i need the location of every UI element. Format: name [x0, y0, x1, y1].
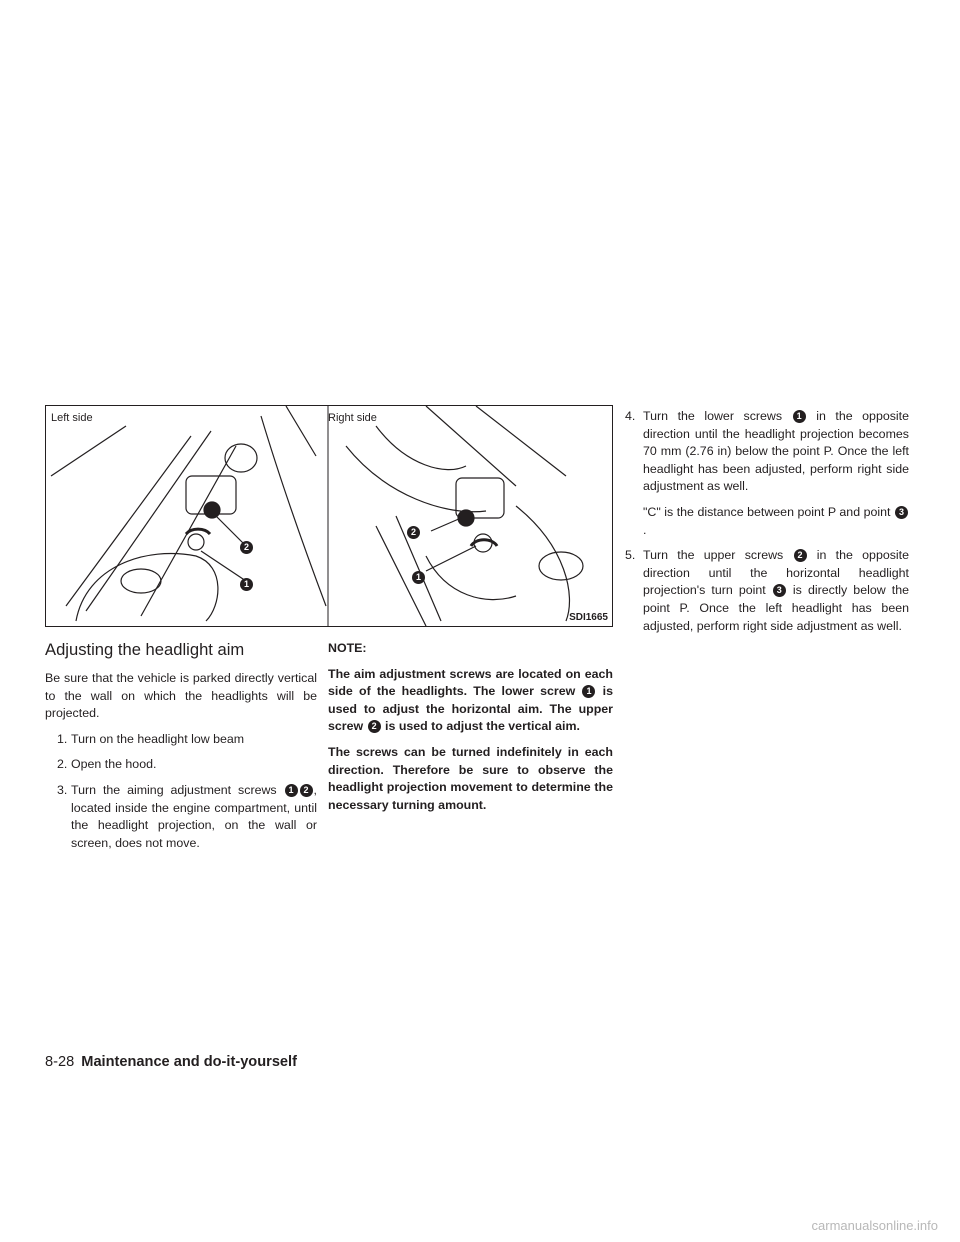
note-paragraph-1 [328, 666, 613, 736]
step-5-text-b: in the opposite direction until the horizontal headlight projection's turn point [643, 548, 910, 598]
step-4-text-b: in the opposite direction until the headlight projection becomes 70 mm (2.76 in) below the point P. Once the left headlight has been adjusted, perform right side adjustment as well. [643, 409, 910, 494]
figure-code: SDI1665 [569, 612, 608, 623]
marker-3: 3 [773, 584, 786, 597]
step-3-number: 3. [57, 782, 68, 797]
callout-1-right: 1 [412, 571, 425, 584]
step-1-text: Turn on the headlight low beam [71, 731, 245, 746]
headlight-aim-figure [45, 405, 613, 627]
step-5-number: 5. [625, 548, 636, 563]
note-p1-a: The aim adjustment screws are located on each side of the headlights. The lower screw [328, 666, 613, 699]
step-3 [45, 782, 317, 852]
middle-column [328, 640, 613, 822]
step-2-text: Open the hood. [71, 757, 157, 772]
watermark: carmanualsonline.info [811, 1218, 938, 1233]
callout-2-right: 2 [407, 526, 420, 539]
step-5-text-a: Turn the upper screws [643, 548, 784, 563]
step-2-number: 2. [57, 757, 68, 772]
page-number: 8-28 [45, 1054, 75, 1070]
step-1-number: 1. [57, 731, 68, 746]
right-column [625, 408, 909, 643]
step-5 [625, 547, 909, 635]
step-4-text-a: Turn the lower screws [643, 409, 783, 423]
c-note-text-b: . [643, 522, 647, 537]
note-paragraph-2: The screws can be turned indefinitely in each direction. Therefore be sure to observe the headlight projection movement to determine the necessary turning amount. [328, 744, 613, 812]
marker-1: 1 [582, 685, 595, 698]
marker-1: 1 [285, 784, 298, 797]
left-column [45, 640, 317, 860]
step-4 [625, 408, 909, 496]
left-side-label: Left side [51, 412, 93, 424]
step-1 [45, 731, 317, 749]
marker-3: 3 [895, 506, 908, 519]
step-3-text-a: Turn the aiming adjustment screws [71, 782, 277, 797]
note-label: NOTE: [328, 641, 367, 655]
step-3-text-b: , located inside the engine compartment, until the headlight projection, on the wall or screen, does not move. [71, 782, 317, 850]
note-p1-c: is used to adjust the vertical aim. [385, 719, 580, 734]
callout-2-left: 2 [240, 541, 253, 554]
callout-1-left: 1 [240, 578, 253, 591]
headlight-aim-illustration [46, 406, 612, 626]
footer-section-title: Maintenance and do-it-yourself [81, 1054, 297, 1070]
step-5-text-c: is directly below the point P. Once the left headlight has been adjusted, perform right side adjustment as well. [643, 583, 910, 633]
right-side-label: Right side [328, 412, 377, 424]
c-note-text-a: "C" is the distance between point P and point [643, 504, 891, 519]
marker-2: 2 [300, 784, 313, 797]
step-4-number: 4. [625, 409, 636, 423]
marker-2: 2 [368, 720, 381, 733]
marker-2: 2 [794, 549, 807, 562]
page-footer [45, 1054, 297, 1070]
marker-1: 1 [793, 410, 806, 423]
step-2 [45, 756, 317, 774]
c-distance-note [625, 504, 909, 539]
intro-paragraph: Be sure that the vehicle is parked directly vertical to the wall on which the headlights will be projected. [45, 671, 317, 721]
section-heading: Adjusting the headlight aim [45, 640, 245, 659]
note-p1-b: is used to adjust the horizontal aim. The upper screw [328, 684, 614, 734]
